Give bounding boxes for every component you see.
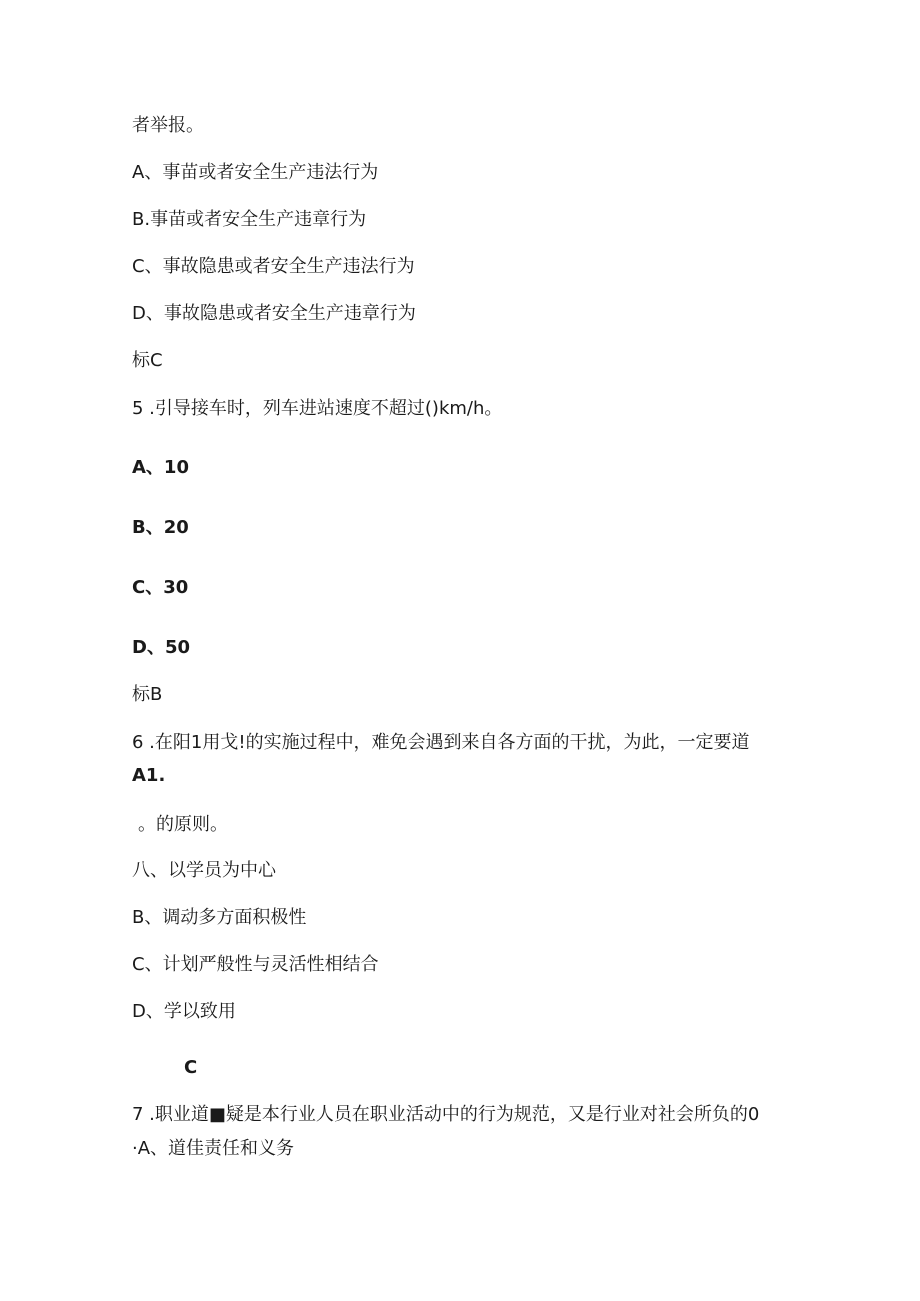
q5-option-d: D、50	[132, 637, 190, 658]
q7-stem: 7 .职业道■疑是本行业人员在职业活动中的行为规范，又是行业对社会所负的0	[132, 1104, 760, 1125]
q6-option-b: B、调动多方面积极性	[132, 907, 307, 928]
q5-option-a: A、10	[132, 457, 189, 478]
q4-option-c: C、事故隐患或者安全生产违法行为	[132, 256, 415, 277]
q5-answer: 标B	[132, 684, 163, 705]
q6-option-a: 八、以学员为中心	[132, 860, 276, 881]
q4-option-b: B.事苗或者安全生产违章行为	[132, 209, 367, 230]
q4-option-d: D、事故隐患或者安全生产违章行为	[132, 303, 416, 324]
q6-option-d: D、学以致用	[132, 1001, 236, 1022]
q5-option-b: B、20	[132, 517, 189, 538]
q5-stem: 5 .引导接车时，列车进站速度不超过()km/h。	[132, 398, 503, 419]
q5-option-c: C、30	[132, 577, 189, 598]
q6-stem-line1: 6 .在阳1用戈!的实施过程中，难免会遇到来自各方面的干扰，为此，一定要道	[132, 732, 750, 753]
q6-stem-line2: A1.	[132, 765, 166, 786]
q4-answer: 标C	[132, 350, 163, 371]
q6-option-c: C、计划严般性与灵活性相结合	[132, 954, 379, 975]
q4-stem-tail: 者举报。	[132, 115, 204, 136]
q6-stem-line3: 。的原则。	[138, 814, 228, 835]
q4-option-a: A、事苗或者安全生产违法行为	[132, 162, 379, 183]
q7-option-a: ·A、道佳责任和义务	[132, 1138, 295, 1159]
q6-answer: C	[184, 1057, 198, 1078]
